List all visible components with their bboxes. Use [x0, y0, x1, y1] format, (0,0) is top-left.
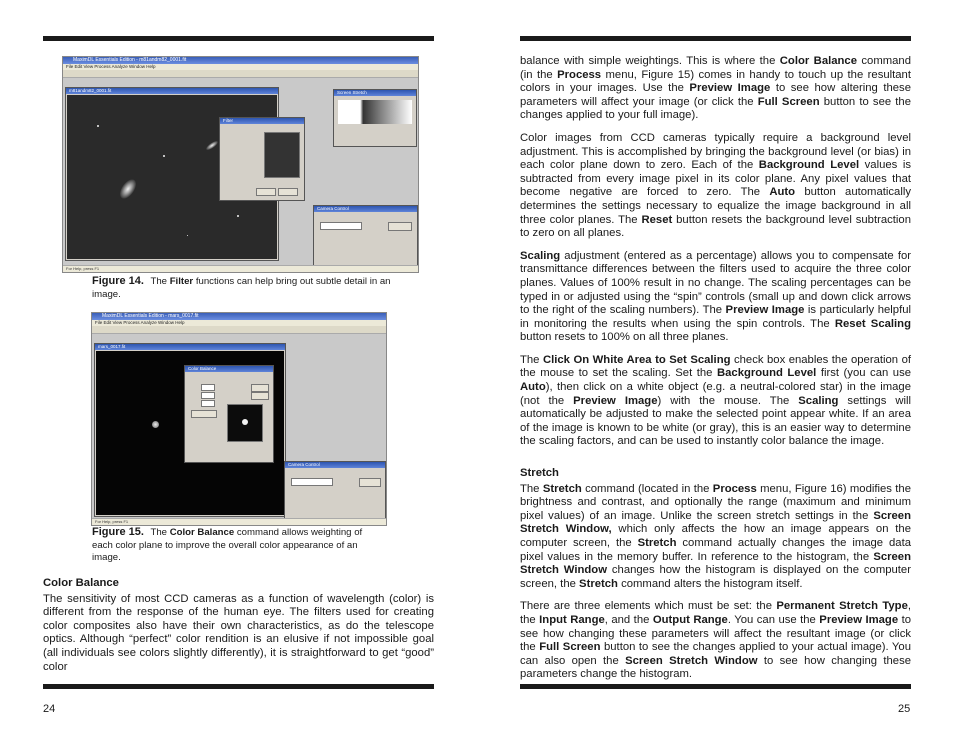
ok-button[interactable] [251, 384, 269, 392]
image-window-title: mars_0017.fit [95, 344, 285, 350]
color-balance-dialog [184, 365, 274, 463]
figure-14-caption: Figure 14. The Filter functions can help bring out subtle detail in an image. [92, 275, 391, 300]
top-rule-left [43, 36, 434, 41]
left-text-column [43, 577, 434, 683]
galaxy-m82 [205, 139, 219, 151]
paragraph-4: The Click On White Area to Set Scaling check box enables the operation of the mouse to set the scaling. Set the Background Level first (you can use Auto), then click on a white object (e.g. a neutral-colored star) in the image (not the Preview Image) with the mouse. The Scaling settings will automatically be adjusted to make the selected point appear white. If an area of the image is known to be white (or gray), this is an easier way to determine the scaling factors, and can be used to instantly color balance the image. [520, 353, 912, 448]
camera-expose-button[interactable] [388, 222, 412, 231]
figure-14-screenshot [62, 56, 419, 273]
filter-cancel-button[interactable] [278, 188, 298, 196]
paragraph-6: There are three elements which must be set: the Permanent Stretch Type, the Input Range, and the Output Range. You can use the Preview Image to see how changing these parameters will affect the resultant image (or click the Full Screen button to see the changes applied to your actual image). You can also open the Screen Stretch Window to see how changing these parameters change the histogram. [520, 600, 912, 681]
app-statusbar: For Help, press F1 [92, 518, 386, 525]
figure-15-caption: Figure 15. The Color Balance command allows weighting of each color plane to improve the overall color appearance of an image. [92, 526, 363, 563]
star [97, 125, 99, 127]
bottom-rule-left [43, 684, 434, 689]
filter-dialog [219, 117, 305, 201]
camera-expose-button[interactable] [359, 478, 381, 487]
histogram [338, 100, 412, 124]
figure-15-screenshot [91, 312, 387, 526]
mars-planet [152, 421, 159, 428]
camera-field[interactable] [291, 478, 333, 486]
scaling-red[interactable] [201, 384, 215, 391]
app-titlebar: MaximDL Essentials Edition - mars_0017.fit [92, 313, 386, 320]
star [237, 215, 239, 217]
galaxy-m81 [117, 177, 139, 202]
app-titlebar: MaximDL Essentials Edition - m81andm82_0001.fit [63, 57, 418, 64]
paragraph-1: balance with simple weightings. This is where the Color Balance command (in the Process menu, Figure 15) comes in handy to touch up the resultant colors in your images. Use the Preview Image to see how altering these parameters will affect your image (or click the Full Screen button to see the changes applied to your full image). [520, 55, 911, 122]
paragraph-5: The Stretch command (located in the Process menu, Figure 16) modifies the brightness and contrast, and optionally the range (maximum and minimum pixel values) of an image. Unlike the screen stretch settings in the Screen Stretch Window, which only affects the how an image appears on the computer screen, the Stretch command actually changes the image data pixel values in the memory buffer. In reference to the histogram, the Screen Stretch Window changes how the histogram is displayed on the computer screen, the Stretch command alters the histogram itself. [520, 482, 912, 590]
app-statusbar: For Help, press F1 [63, 265, 418, 272]
color-balance-paragraph: The sensitivity of most CCD cameras as a function of wavelength (color) is different from the response of the human eye. The filters used for creating color composites also have their own characteristics, as do the telescope optics. Although “perfect” color rendition is an elusive if not impossible goal (all individuals see colors slightly differently), it is straightforward to get “good” color [43, 592, 434, 673]
preview-image [227, 404, 263, 442]
image-window-title: m81andm82_0001.fit [66, 88, 278, 94]
camera-control-window [313, 205, 418, 269]
app-toolbar [92, 326, 386, 334]
figure-14-label: Figure 14. [92, 275, 144, 287]
app-menubar: File Edit View Process Analyze Window Help [92, 320, 386, 326]
camera-control-window [284, 461, 386, 525]
app-toolbar [63, 70, 418, 78]
scaling-green[interactable] [201, 392, 215, 399]
bottom-rule-right [520, 684, 911, 689]
camera-control-title: Camera Control [314, 206, 417, 212]
star [163, 155, 165, 157]
color-balance-title: Color Balance [185, 366, 273, 372]
section-heading-color-balance: Color Balance [43, 577, 119, 589]
camera-control-title: Camera Control [285, 462, 385, 468]
screen-stretch-title: Screen Stretch [334, 90, 416, 96]
preview-planet [242, 419, 248, 425]
section-heading-stretch: Stretch [520, 467, 559, 480]
filter-dialog-title: Filter [220, 118, 304, 124]
figure-15-label: Figure 15. [92, 526, 144, 538]
page-number-left: 24 [43, 703, 56, 715]
top-rule-right [520, 36, 911, 41]
app-menubar: File Edit View Process Analyze Window Help [63, 64, 418, 70]
paragraph-3: Scaling adjustment (entered as a percentage) allows you to compensate for transmittance differences between the filters used to acquire the three color planes. Values of 100% result in no change. The scaling percentages can be typed in or adjusted using the “spin” controls (small up and down click arrows to the right of the scaling numbers). The Preview Image is particularly helpful in monitoring the results when using the spin controls. The Reset Scaling button resets to 100% on all three planes. [520, 249, 912, 344]
scaling-blue[interactable] [201, 400, 215, 407]
reset-scaling-button[interactable] [191, 410, 217, 418]
page-number-right: 25 [898, 703, 911, 715]
paragraph-2: Color images from CCD cameras typically require a background level adjustment. This is accomplished by bringing the background level (or bias) in each color plane down to zero. Each of the Background Level values is subtracted from every image pixel in its color plane. Any pixel values that become negative are forced to zero. The Auto button automatically determines the settings necessary to equalize the image background in all three color planes. The Reset button resets the background level subtraction to zero on all planes. [520, 131, 911, 240]
screen-stretch-window [333, 89, 417, 147]
camera-field[interactable] [320, 222, 362, 230]
filter-ok-button[interactable] [256, 188, 276, 196]
right-text-column [520, 55, 911, 691]
cancel-button[interactable] [251, 392, 269, 400]
filter-preview [264, 132, 300, 178]
star [187, 235, 188, 236]
